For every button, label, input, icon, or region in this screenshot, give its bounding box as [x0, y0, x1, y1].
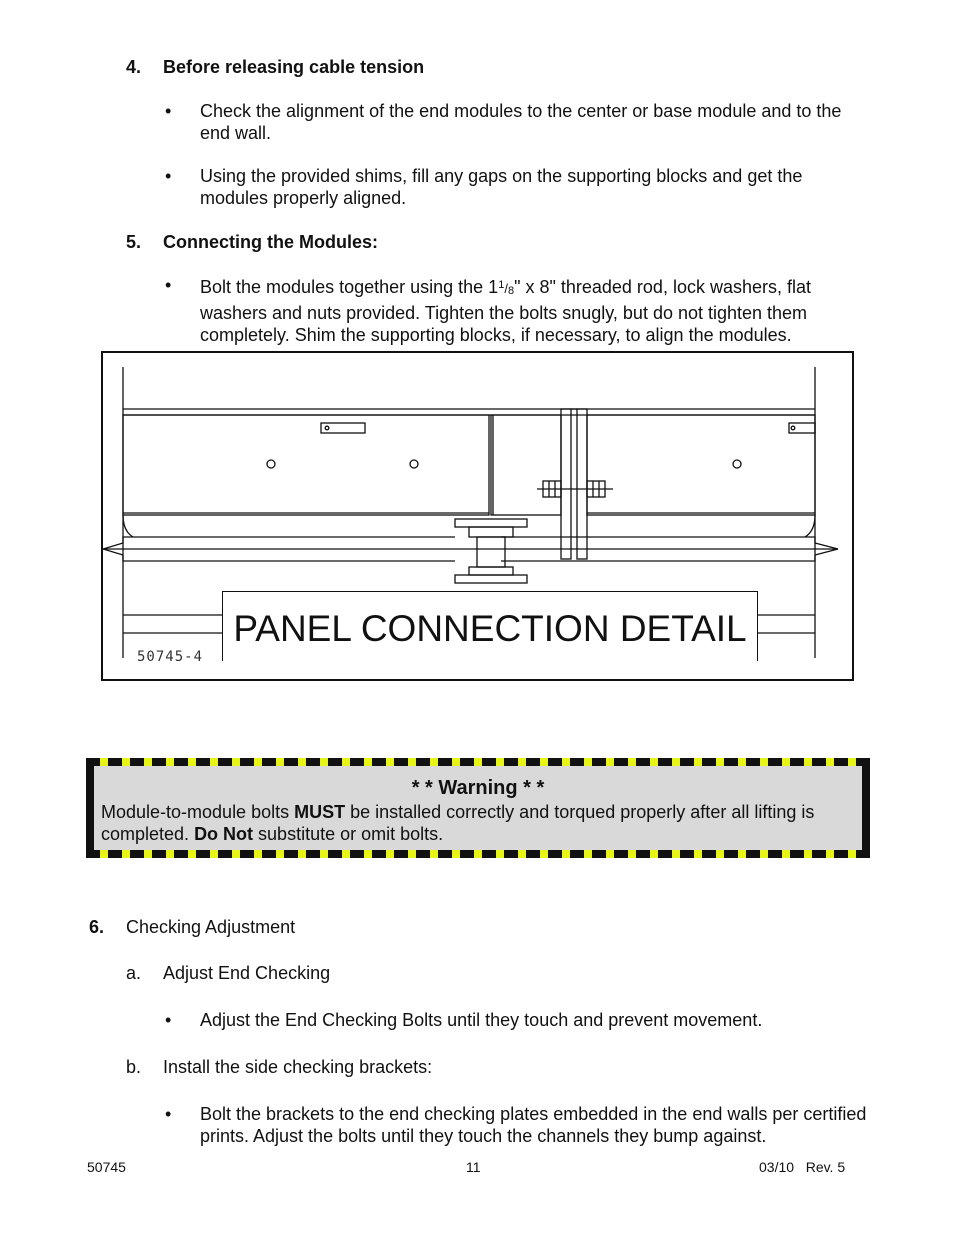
bullet-glyph: • [165, 275, 172, 295]
figure-title: PANEL CONNECTION DETAIL [233, 608, 747, 649]
sub-a-text: Adjust End Checking [163, 963, 331, 983]
sub-a-label: a. [126, 963, 142, 983]
section-6-number: 6. [89, 917, 105, 937]
bullet-glyph: • [165, 101, 172, 121]
sub-a-bullet: Adjust the End Checking Bolts until they touch and prevent movement. [200, 1010, 763, 1030]
bullet-glyph: • [165, 1010, 172, 1030]
section-6-heading: Checking Adjustment [126, 917, 296, 937]
section-4-bullet-2: Using the provided shims, fill any gaps on the supporting blocks and get the modules properly aligned. [200, 166, 803, 208]
figure-code: 50745-4 [137, 649, 204, 665]
section-4-heading: Before releasing cable tension [163, 57, 425, 77]
section-5-heading: Connecting the Modules: [163, 232, 378, 252]
figure-title-box [222, 591, 758, 661]
sub-b-label: b. [126, 1057, 142, 1077]
footer-page-number: 11 [466, 1159, 481, 1175]
warning-panel [94, 766, 862, 850]
bullet-glyph: • [165, 166, 172, 186]
section-4-bullet-1: Check the alignment of the end modules to the center or base module and to the end wall. [200, 101, 842, 143]
warning-text: Module-to-module bolts MUST be installed correctly and torqued properly after all lifting is completed. Do Not substitute or omit bolts. [101, 802, 815, 844]
panel-connection-figure [101, 351, 854, 681]
warning-box [86, 758, 870, 858]
footer-revision: 03/10 Rev. 5 [759, 1159, 846, 1175]
section-5-number: 5. [126, 232, 142, 252]
sub-b-bullet: Bolt the brackets to the end checking plates embedded in the end walls per certified prints. Adjust the bolts until they touch the channels they bump against. [200, 1104, 867, 1146]
section-5-bullet: Bolt the modules together using the $1^1/8$" x 8" threaded rod, lock washers, flat washers and nuts provided. Tighten the bolts snugly, but do not tighten them completely. Shim the supporting blocks, if necessary, to align the modules. [200, 277, 811, 345]
footer-doc-number: 50745 [87, 1159, 126, 1175]
bullet-glyph: • [165, 1104, 172, 1124]
warning-title: * * Warning * * [411, 777, 545, 799]
section-4-number: 4. [126, 57, 142, 77]
sub-b-text: Install the side checking brackets: [163, 1057, 433, 1077]
